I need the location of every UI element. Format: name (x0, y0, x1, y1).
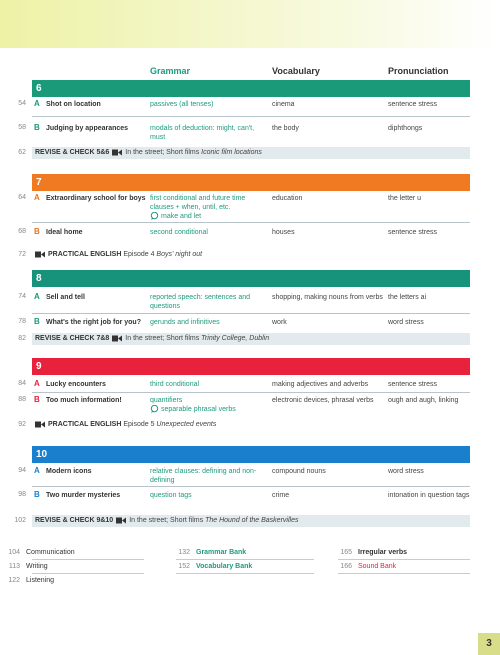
unit-6-header: 6 (32, 80, 470, 97)
band-episode-title: Boys' night out (156, 251, 203, 258)
lesson-title: Sell and tell (46, 294, 85, 301)
video-camera-icon (116, 517, 126, 524)
page-number: 62 (18, 149, 26, 156)
page-number: 166 (340, 563, 352, 570)
unit-9-header: 9 (32, 358, 470, 375)
lesson-letter: B (34, 123, 40, 132)
vocabulary-topic: houses (272, 229, 295, 236)
revise-check-band[interactable] (32, 333, 470, 345)
pronunciation-topic: word stress (388, 468, 424, 475)
reference-label: Vocabulary Bank (196, 563, 253, 570)
page-number: 152 (178, 563, 190, 570)
practical-english-band[interactable] (32, 419, 470, 431)
pronunciation-topic: intonation in question tags (388, 492, 470, 499)
lesson-title: Too much information! (46, 397, 122, 404)
page-number: 132 (178, 549, 190, 556)
row-divider (32, 486, 470, 487)
lesson-title: What's the right job for you? (46, 319, 141, 326)
page-number: 54 (18, 100, 26, 107)
band-episode-title: Unexpected events (156, 421, 217, 428)
lesson-letter: B (34, 317, 40, 326)
page-number: 165 (340, 549, 352, 556)
vocabulary-column-header: Vocabulary (272, 66, 320, 76)
grammar-topic: third conditional (150, 381, 200, 388)
vocabulary-topic: making adjectives and adverbs (272, 381, 369, 388)
pronunciation-topic: ough and augh, linking (388, 397, 459, 404)
page-number: 88 (18, 396, 26, 403)
reference-label: Irregular verbs (358, 549, 408, 556)
lesson-letter: B (34, 395, 40, 404)
row-divider (32, 116, 470, 117)
page-number: 84 (18, 380, 26, 387)
lesson-letter: A (34, 193, 40, 202)
reference-label: Listening (26, 577, 55, 584)
lesson-title: Shot on location (46, 101, 101, 108)
page-number: 78 (18, 318, 26, 325)
pronunciation-column-header: Pronunciation (388, 66, 449, 76)
reference-label: Communication (26, 549, 75, 556)
band-film-title: Iconic film locations (201, 149, 262, 156)
pronunciation-topic: diphthongs (388, 125, 423, 132)
lesson-letter: B (34, 490, 40, 499)
grammar-topic: second conditional (150, 229, 208, 236)
page-number: 94 (18, 467, 26, 474)
band-label: PRACTICAL ENGLISH (48, 251, 122, 258)
page-number: 64 (18, 194, 26, 201)
band-label: REVISE & CHECK 5&6 (35, 149, 110, 156)
video-camera-icon (112, 149, 122, 156)
page-number: 68 (18, 228, 26, 235)
page-number: 104 (8, 549, 20, 556)
divider (32, 559, 144, 560)
grammar-extra: separable phrasal verbs (161, 406, 236, 413)
vocabulary-topic: work (272, 319, 287, 326)
lesson-title: Judging by appearances (46, 125, 129, 132)
page-number-tab: 3 (478, 633, 500, 655)
vocabulary-topic: shopping, making nouns from verbs (272, 294, 383, 301)
page-number: 92 (18, 421, 26, 428)
lesson-letter: A (34, 466, 40, 475)
grammar-extra: make and let (161, 213, 202, 220)
grammar-topic: relative clauses: defining and non-defining (150, 468, 257, 484)
video-camera-icon (35, 421, 45, 428)
divider (338, 559, 470, 560)
lesson-letter: A (34, 379, 40, 388)
reference-label: Grammar Bank (196, 549, 247, 556)
pronunciation-topic: sentence stress (388, 381, 438, 388)
band-film-title: The Hound of the Baskervilles (205, 517, 299, 524)
grammar-topic-text: quantifiers (150, 397, 183, 404)
grammar-topic-text: first conditional and future time clauses + when, until, etc. (150, 195, 246, 211)
divider (176, 559, 314, 560)
page-number: 58 (18, 124, 26, 131)
lesson-letter: B (34, 227, 40, 236)
band-label: PRACTICAL ENGLISH (48, 421, 122, 428)
lesson-title: Two murder mysteries (46, 492, 121, 499)
page-number: 74 (18, 293, 26, 300)
lesson-title: Extraordinary school for boys (46, 195, 146, 202)
band-label: REVISE & CHECK 7&8 (35, 335, 110, 342)
video-camera-icon (35, 251, 45, 258)
pronunciation-topic: sentence stress (388, 101, 438, 108)
band-text: Episode 4 (123, 251, 155, 258)
page-number: 122 (8, 577, 20, 584)
page-number: 82 (18, 335, 26, 342)
pronunciation-topic: the letter u (388, 195, 422, 202)
vocabulary-topic: crime (272, 492, 290, 499)
divider (338, 573, 470, 574)
lesson-letter: A (34, 292, 40, 301)
grammar-topic: question tags (150, 492, 192, 499)
band-text: Episode 5 (123, 421, 155, 428)
lesson-title: Ideal home (46, 229, 83, 236)
decorative-top-band (0, 0, 500, 48)
vocabulary-topic: education (272, 195, 303, 202)
page-number: 102 (14, 517, 26, 524)
speech-bubble-icon (150, 405, 159, 413)
lesson-title: Modern icons (46, 468, 92, 475)
video-camera-icon (112, 335, 122, 342)
page-number: 72 (18, 251, 26, 258)
row-divider (32, 313, 470, 314)
grammar-topic: gerunds and infinitives (150, 319, 220, 326)
unit-7-header: 7 (32, 174, 470, 191)
band-text: In the street; Short films (129, 517, 204, 524)
vocabulary-topic: compound nouns (272, 468, 326, 475)
practical-english-band[interactable] (32, 249, 470, 261)
grammar-topic (150, 396, 266, 414)
vocabulary-topic: electronic devices, phrasal verbs (272, 397, 374, 404)
revise-check-band[interactable] (32, 515, 470, 527)
grammar-topic: passives (all tenses) (150, 101, 214, 108)
page-number: 98 (18, 491, 26, 498)
row-divider (32, 392, 470, 393)
band-label: REVISE & CHECK 9&10 (35, 517, 114, 524)
vocabulary-topic: the body (272, 125, 299, 132)
page-number: 113 (8, 563, 20, 570)
pronunciation-topic: sentence stress (388, 229, 438, 236)
grammar-column-header: Grammar (150, 66, 191, 76)
grammar-topic (150, 194, 266, 221)
divider (176, 573, 314, 574)
grammar-topic: reported speech: sentences and questions (150, 294, 251, 310)
unit-8-header: 8 (32, 270, 470, 287)
lesson-title: Lucky encounters (46, 381, 106, 388)
divider (32, 573, 144, 574)
band-text: In the street; Short films (125, 149, 200, 156)
band-film-title: Trinity College, Dublin (201, 335, 270, 342)
vocabulary-topic: cinema (272, 101, 295, 108)
row-divider (32, 222, 470, 223)
reference-label: Writing (26, 563, 48, 570)
revise-check-band[interactable] (32, 147, 470, 159)
lesson-letter: A (34, 99, 40, 108)
reference-label: Sound Bank (358, 563, 397, 570)
pronunciation-topic: word stress (388, 319, 424, 326)
pronunciation-topic: the letters ai (388, 294, 427, 301)
band-text: In the street; Short films (125, 335, 200, 342)
unit-10-header: 10 (32, 446, 470, 463)
grammar-topic: modals of deduction: might, can't, must (150, 125, 255, 141)
speech-bubble-icon (150, 212, 159, 220)
